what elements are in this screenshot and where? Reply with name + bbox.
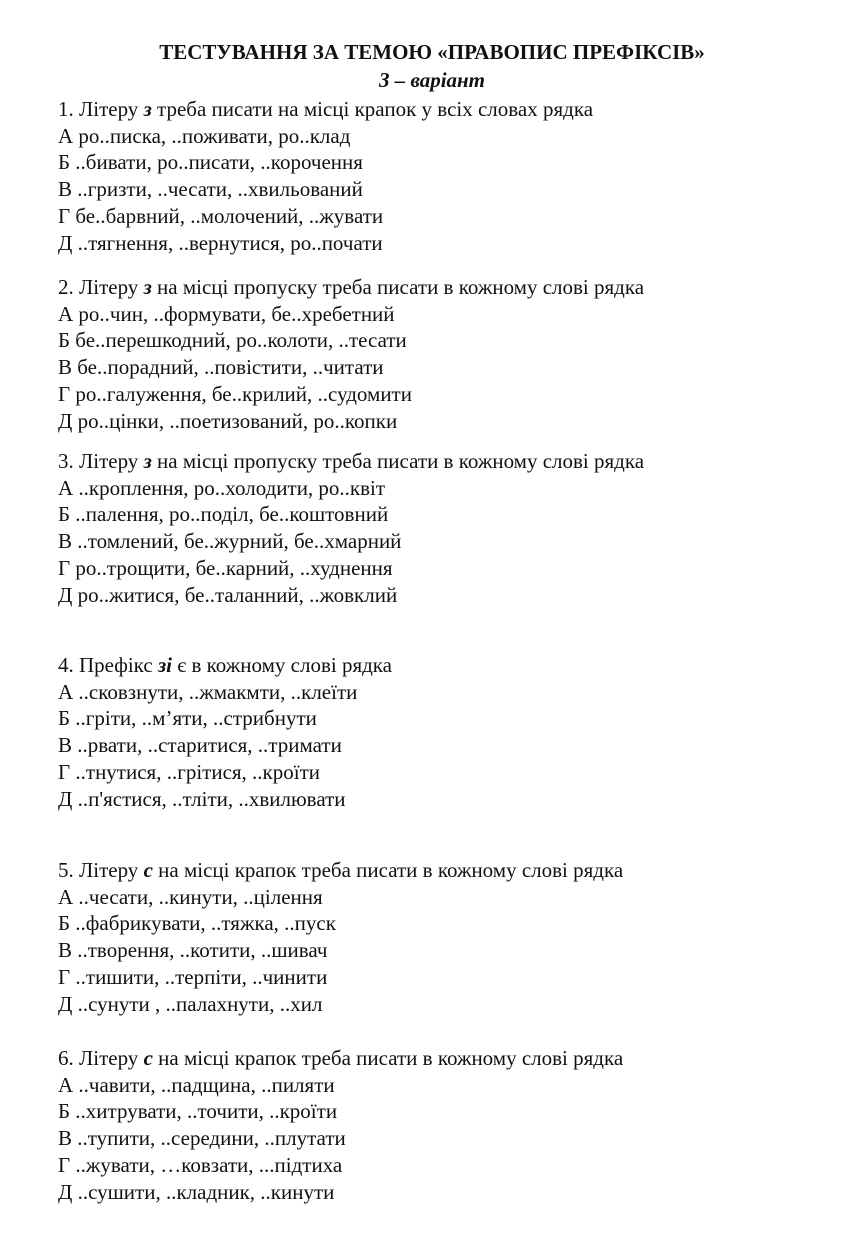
question-prompt: 2. Літеру з на місці пропуску треба писати в кожному слові рядка: [58, 275, 645, 299]
answer-option-h: Г ро..галуження, бе..крилий, ..судомити: [58, 381, 412, 406]
answer-option-v: В ..тупити, ..середини, ..плутати: [58, 1126, 346, 1151]
variant-subtitle: 3 – варіант: [378, 68, 486, 92]
answer-option-b: Б ..фабрикувати, ..тяжка, ..пуск: [58, 911, 336, 936]
answer-option-d: Д ..тягнення, ..вернутися, ро..почати: [58, 230, 383, 255]
answer-option-v: В бе..порадний, ..повістити, ..читати: [58, 355, 384, 380]
answer-option-a: А ..кроплення, ро..холодити, ро..квіт: [58, 475, 386, 500]
question-prompt: 3. Літеру з на місці пропуску треба писати в кожному слові рядка: [58, 449, 645, 473]
answer-option-d: Д ..сунути , ..палахнути, ..хил: [58, 991, 323, 1016]
answer-option-b: Б ..гріти, ..м’яти, ..стрибнути: [58, 706, 317, 731]
answer-option-v: В ..творення, ..котити, ..шивач: [58, 938, 328, 963]
question-prompt: 5. Літеру с на місці крапок треба писати в кожному слові рядка: [58, 858, 624, 882]
question-prompt: 4. Префікс зі є в кожному слові рядка: [58, 653, 392, 677]
question-6: [58, 1045, 848, 1205]
answer-option-h: Г ро..трощити, бе..карний, ..худнення: [58, 555, 393, 580]
question-3: [58, 448, 848, 608]
document-title: ТЕСТУВАННЯ ЗА ТЕМОЮ «ПРАВОПИС ПРЕФІКСІВ»: [159, 40, 705, 64]
answer-option-v: В ..рвати, ..старитися, ..тримати: [58, 733, 342, 758]
answer-option-d: Д ро..цінки, ..поетизований, ро..копки: [58, 408, 398, 433]
question-5: [58, 857, 848, 1017]
answer-option-b: Б ..хитрувати, ..точити, ..кроїти: [58, 1099, 338, 1124]
answer-option-b: Б бе..перешкодний, ро..колоти, ..тесати: [58, 328, 407, 353]
answer-option-h: Г ..тишити, ..терпіти, ..чинити: [58, 964, 328, 989]
answer-option-a: А ро..чин, ..формувати, бе..хребетний: [58, 301, 395, 326]
answer-option-d: Д ..п'ястися, ..тліти, ..хвилювати: [58, 786, 346, 811]
answer-option-h: Г ..тнутися, ..грітися, ..кроїти: [58, 759, 320, 784]
question-4: [58, 652, 848, 812]
answer-option-b: Б ..бивати, ро..писати, ..корочення: [58, 150, 363, 175]
answer-option-a: А ..сковзнути, ..жмакмти, ..клеїти: [58, 679, 358, 704]
question-prompt: 1. Літеру з треба писати на місці крапок у всіх словах рядка: [58, 97, 594, 121]
answer-option-b: Б ..палення, ро..поділ, бе..коштовний: [58, 502, 389, 527]
answer-option-h: Г бе..барвний, ..молочений, ..жувати: [58, 203, 384, 228]
question-1: [58, 96, 848, 256]
answer-option-v: В ..гризти, ..чесати, ..хвильований: [58, 177, 363, 202]
answer-option-v: В ..томлений, бе..журний, бе..хмарний: [58, 529, 402, 554]
question-2: [58, 274, 848, 434]
answer-option-a: А ро..писка, ..поживати, ро..клад: [58, 123, 351, 148]
answer-option-a: А ..чесати, ..кинути, ..цілення: [58, 884, 323, 909]
question-prompt: 6. Літеру с на місці крапок треба писати в кожному слові рядка: [58, 1046, 624, 1070]
answer-option-a: А ..чавити, ..падщина, ..пиляти: [58, 1072, 335, 1097]
answer-option-d: Д ро..житися, бе..таланний, ..жовклий: [58, 582, 398, 607]
answer-option-h: Г ..жувати, …ковзати, ...підтиха: [58, 1152, 343, 1177]
answer-option-d: Д ..сушити, ..кладник, ..кинути: [58, 1179, 335, 1204]
